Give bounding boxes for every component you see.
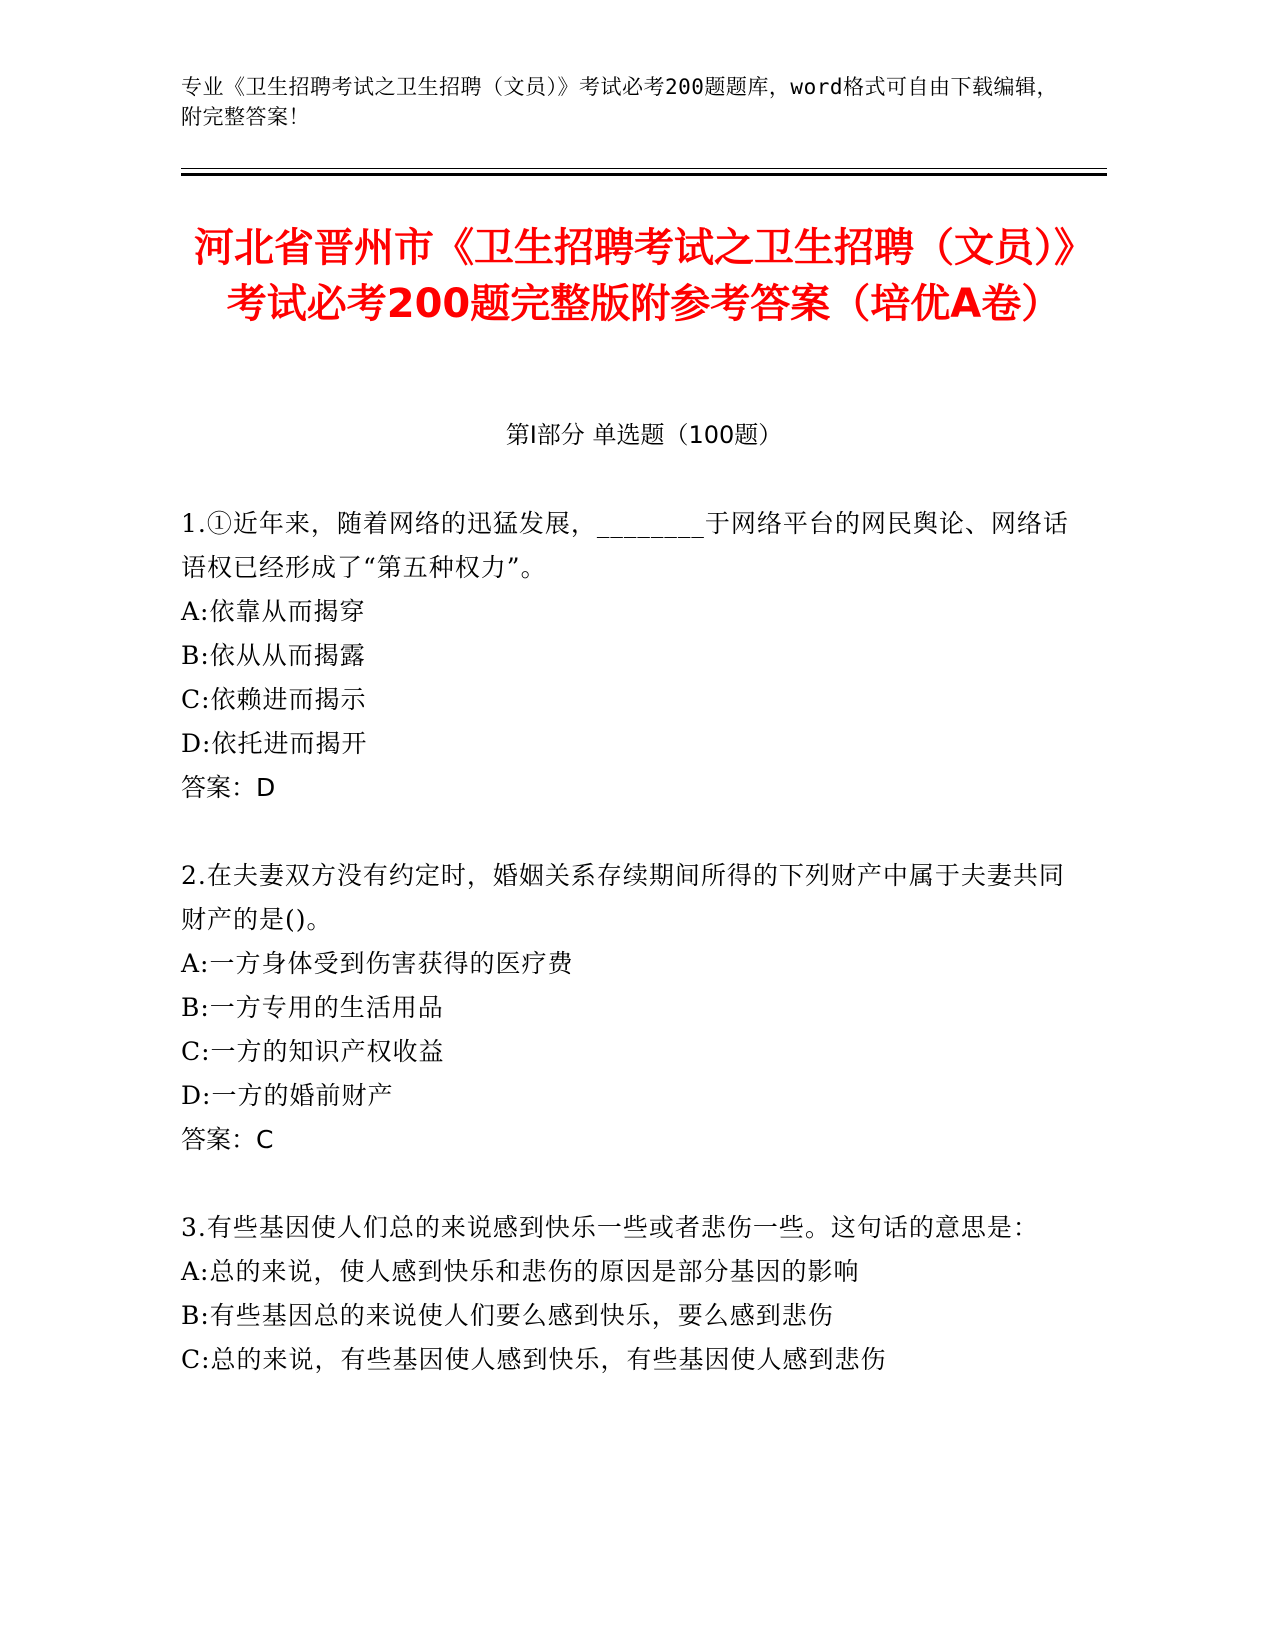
question-stem: 1.①近年来，随着网络的迅猛发展，________于网络平台的网民舆论、网络话语权已经形成了“第五种权力”。 [181, 509, 1069, 582]
answer: 答案：C [181, 1125, 274, 1154]
option-d: D:一方的婚前财产 [181, 1081, 394, 1110]
option-d: D:依托进而揭开 [181, 729, 368, 758]
option-a: A:总的来说，使人感到快乐和悲伤的原因是部分基因的影响 [181, 1257, 860, 1286]
header-rule-thin [181, 168, 1107, 169]
answer: 答案：D [181, 773, 276, 802]
option-a: A:一方身体受到伤害获得的医疗费 [181, 949, 574, 978]
option-b: B:一方专用的生活用品 [181, 993, 444, 1022]
question-2 [181, 854, 1081, 1162]
document-title: 河北省晋州市《卫生招聘考试之卫生招聘（文员）》考试必考200题完整版附参考答案（培优A卷） [194, 225, 1094, 327]
header-rule-thick [181, 173, 1107, 176]
section-title: 第Ⅰ部分 单选题（100题） [505, 421, 783, 449]
header-note: 专业《卫生招聘考试之卫生招聘（文员）》考试必考200题题库，word格式可自由下载编辑，附完整答案！ [181, 75, 1058, 129]
question-3 [181, 1206, 1081, 1382]
question-stem: 2.在夫妻双方没有约定时，婚姻关系存续期间所得的下列财产中属于夫妻共同财产的是()。 [181, 861, 1065, 934]
option-c: C:一方的知识产权收益 [181, 1037, 445, 1066]
option-b: B:依从从而揭露 [181, 641, 366, 670]
option-c: C:依赖进而揭示 [181, 685, 367, 714]
option-b: B:有些基因总的来说使人们要么感到快乐，要么感到悲伤 [181, 1301, 834, 1330]
question-stem: 3.有些基因使人们总的来说感到快乐一些或者悲伤一些。这句话的意思是： [181, 1213, 1039, 1242]
question-list [181, 502, 1081, 1426]
question-1 [181, 502, 1081, 810]
option-a: A:依靠从而揭穿 [181, 597, 366, 626]
option-c: C:总的来说，有些基因使人感到快乐，有些基因使人感到悲伤 [181, 1345, 887, 1374]
